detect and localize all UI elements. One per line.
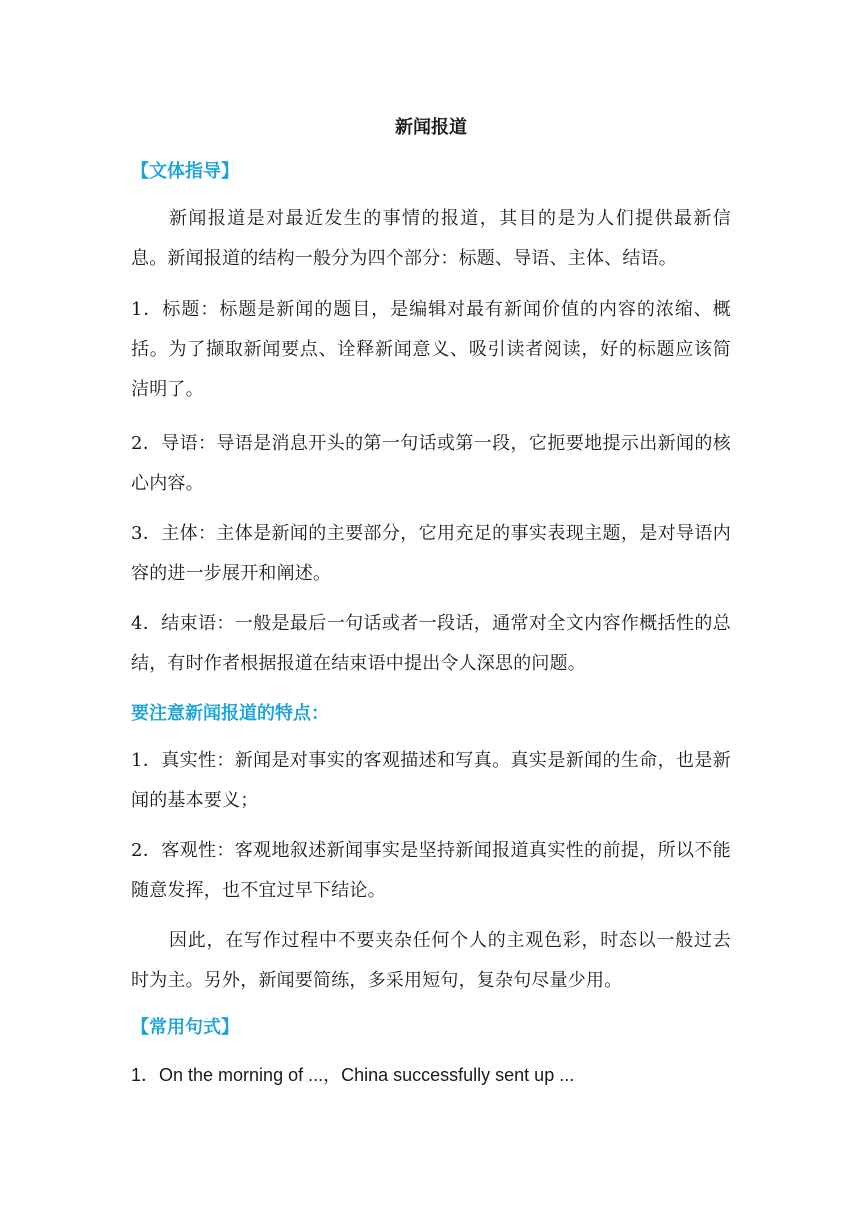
document-title: 新闻报道 (395, 117, 467, 138)
features-heading: 要注意新闻报道的特点： (131, 703, 329, 724)
structure-item-lead: 2．导语：导语是消息开头的第一句话或第一段，它扼要地提示出新闻的核心内容。 (131, 433, 731, 494)
feature-objectivity: 2．客观性：客观地叙述新闻事实是坚持新闻报道真实性的前提，所以不能随意发挥，也不宜过早下结论。 (131, 840, 731, 901)
common-sentence-1: 1．On the morning of ...，China successfully sent up ... (131, 1065, 575, 1085)
section-heading-common-sentences: 【常用句式】 (131, 1017, 239, 1038)
structure-item-body: 3．主体：主体是新闻的主要部分，它用充足的事实表现主题，是对导语内容的进一步展开和阐述。 (131, 523, 731, 584)
intro-paragraph: 新闻报道是对最近发生的事情的报道，其目的是为人们提供最新信息。新闻报道的结构一般分为四个部分：标题、导语、主体、结语。 (131, 208, 731, 269)
conclusion-paragraph: 因此，在写作过程中不要夹杂任何个人的主观色彩，时态以一般过去时为主。另外，新闻要简练，多采用短句，复杂句尽量少用。 (131, 930, 731, 991)
feature-authenticity: 1．真实性：新闻是对事实的客观描述和写真。真实是新闻的生命，也是新闻的基本要义； (131, 750, 731, 811)
structure-item-title: 1．标题：标题是新闻的题目，是编辑对最有新闻价值的内容的浓缩、概括。为了撷取新闻要点、诠释新闻意义、吸引读者阅读，好的标题应该简洁明了。 (131, 299, 731, 400)
structure-item-ending: 4．结束语：一般是最后一句话或者一段话，通常对全文内容作概括性的总结，有时作者根据报道在结束语中提出令人深思的问题。 (131, 613, 731, 674)
section-heading-style-guide: 【文体指导】 (131, 161, 239, 182)
